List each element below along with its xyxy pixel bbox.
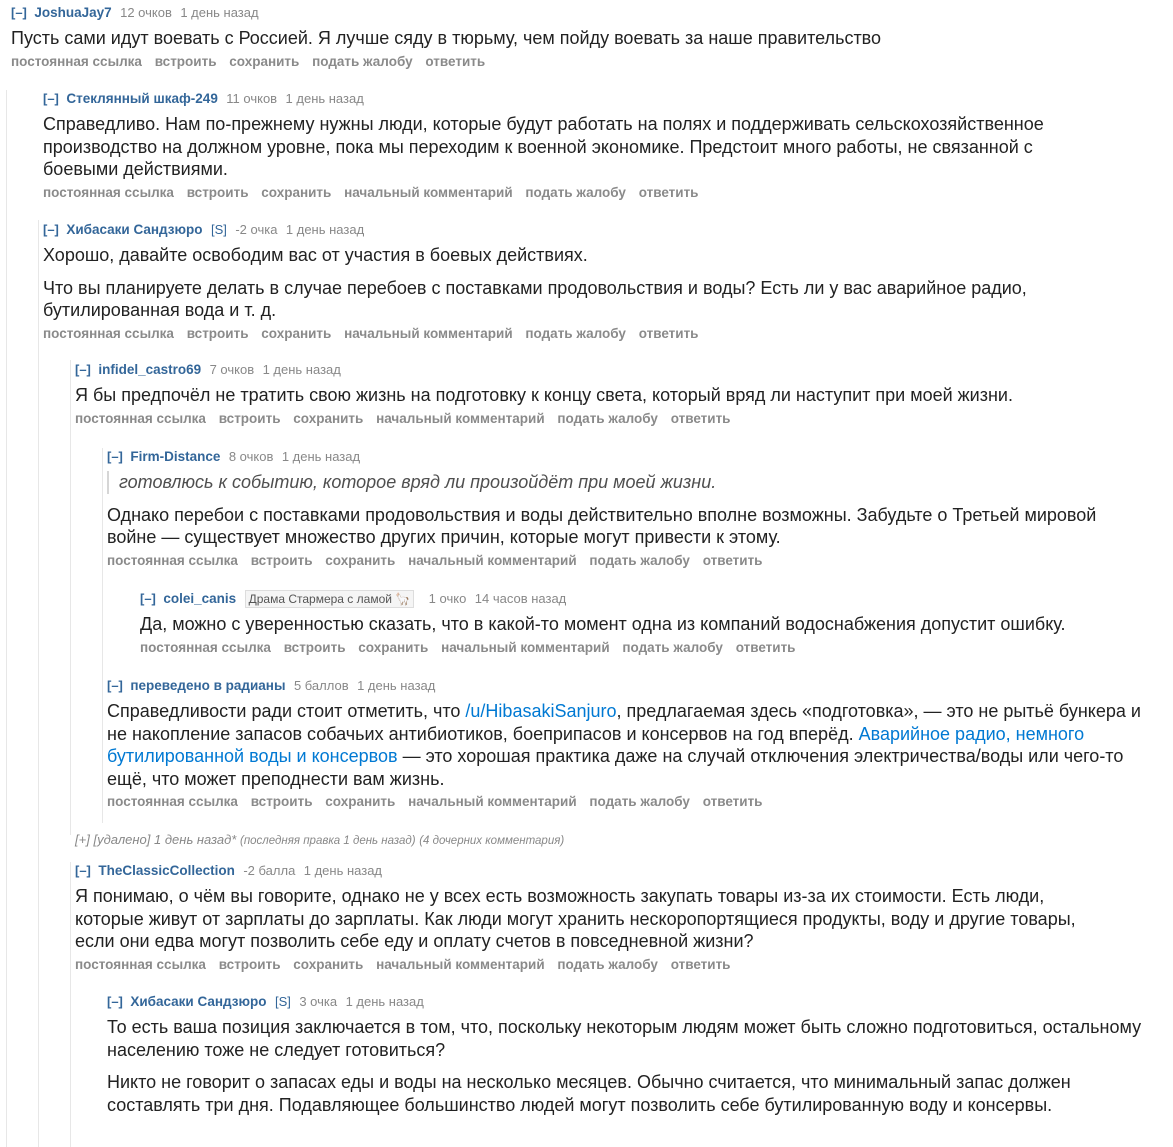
comment-header <box>107 677 1147 695</box>
permalink-button[interactable]: постоянная ссылка <box>107 552 238 568</box>
comment-header <box>43 90 1113 108</box>
text-fragment: , предлагаемая здесь «подготовка», — это не рытьё бункера и не накопление запасов собачьих антибиотиков, боеприпасов и консервов на год вперёд. <box>107 701 1141 744</box>
comment-body <box>75 885 1115 953</box>
comment-header <box>140 590 1170 608</box>
reply-button[interactable]: ответить <box>425 53 486 69</box>
report-button[interactable]: подать жалобу <box>525 325 626 341</box>
comment-paragraph: Пусть сами идут воевать с Россией. Я лучше сяду в тюрьму, чем пойду воевать за наше правительство <box>11 28 882 48</box>
comment <box>43 90 1113 200</box>
thread-line <box>102 448 103 823</box>
permalink-button[interactable]: постоянная ссылка <box>107 794 238 810</box>
parent-button[interactable]: начальный комментарий <box>441 639 610 655</box>
submitter-badge: [S] <box>210 222 227 237</box>
collapsed-comment <box>75 832 564 847</box>
save-button[interactable]: сохранить <box>293 410 364 426</box>
embed-button[interactable]: встроить <box>154 53 217 69</box>
inline-link[interactable]: Аварийное радио, немного бутилированной воды и консервов <box>107 723 1085 767</box>
comment <box>140 590 1170 655</box>
comment-body <box>107 471 1107 549</box>
user-flair: Драма Стармера с ламой 🦙 <box>245 590 415 608</box>
reply-button[interactable]: ответить <box>638 184 699 200</box>
comment-score: 8 очков <box>228 449 274 464</box>
comment-score: 1 очко <box>428 591 467 606</box>
comment-score: 11 очков <box>226 91 278 106</box>
comment-header <box>107 448 1107 466</box>
report-button[interactable]: подать жалобу <box>525 184 626 200</box>
collapse-toggle[interactable]: [–] <box>107 678 123 693</box>
report-button[interactable]: подать жалобу <box>557 410 658 426</box>
permalink-button[interactable]: постоянная ссылка <box>11 53 142 69</box>
comment-paragraph: Справедливо. Нам по-прежнему нужны люди, которые будут работать на полях и поддерживать сельскохозяйственное производство на должном уровне, пока мы переходим к военной экономике. Предстоит много работы, не связанной с боевыми действиями. <box>43 114 1044 180</box>
comment-time: 1 день назад <box>262 362 341 377</box>
permalink-button[interactable]: постоянная ссылка <box>43 184 174 200</box>
comment-header <box>75 361 1165 379</box>
comment-actions <box>75 957 1115 972</box>
thread-line <box>70 360 71 835</box>
embed-button[interactable]: встроить <box>218 410 281 426</box>
comment-body <box>107 1016 1147 1116</box>
comment-quote: готовлюсь к событию, которое вряд ли произойдёт при моей жизни. <box>107 471 1107 494</box>
parent-button[interactable]: начальный комментарий <box>376 956 545 972</box>
comment-header <box>75 862 1115 880</box>
collapse-toggle[interactable]: [–] <box>75 362 91 377</box>
comment-time: 1 день назад <box>357 678 436 693</box>
save-button[interactable]: сохранить <box>293 956 364 972</box>
parent-button[interactable]: начальный комментарий <box>376 410 545 426</box>
parent-button[interactable]: начальный комментарий <box>408 794 577 810</box>
parent-button[interactable]: начальный комментарий <box>344 184 513 200</box>
comment-score: 12 очков <box>120 5 172 20</box>
deleted-author: [удалено] <box>93 832 151 847</box>
collapse-toggle[interactable]: [–] <box>107 994 123 1009</box>
permalink-button[interactable]: постоянная ссылка <box>43 325 174 341</box>
comment-actions <box>107 794 1147 809</box>
comment-author[interactable]: Хибасаки Сандзюро <box>130 994 267 1009</box>
collapse-toggle[interactable]: [–] <box>43 91 59 106</box>
comment <box>11 4 1161 69</box>
comment <box>107 993 1147 1116</box>
comment-score: -2 очка <box>235 222 278 237</box>
comment-paragraph: Я понимаю, о чём вы говорите, однако не у всех есть возможность закупать товары из-за их стоимости. Есть люди, которые живут от зарплаты до зарплаты. Как люди могут хранить нескоропортящиеся продукты, воду и другие товары, если они едва могут позволить себе еду и оплату счетов в повседневной жизни? <box>75 886 1076 952</box>
comment-author[interactable]: Стеклянный шкаф-249 <box>66 91 218 106</box>
comment-score: 3 очка <box>299 994 338 1009</box>
embed-button[interactable]: встроить <box>218 956 281 972</box>
comment-time: 14 часов назад <box>474 591 567 606</box>
comment-body <box>11 27 1161 50</box>
comment-time: 1 день назад <box>281 449 361 464</box>
comment-time: 1 день назад <box>345 994 424 1009</box>
user-link[interactable]: /u/HibasakiSanjuro <box>465 701 617 721</box>
report-button[interactable]: подать жалобу <box>622 639 723 655</box>
comment-paragraph <box>107 700 1147 790</box>
embed-button[interactable]: встроить <box>186 184 249 200</box>
comment-header <box>107 993 1147 1011</box>
thread-line <box>38 220 39 1147</box>
comment <box>107 677 1147 809</box>
embed-button[interactable]: встроить <box>250 794 313 810</box>
parent-button[interactable]: начальный комментарий <box>408 552 577 568</box>
comment-paragraph: Что вы планируете делать в случае перебоев с поставками продовольствия и воды? Есть ли у вас аварийное радио, бутилированная вода и т. д. <box>43 277 1027 321</box>
collapse-toggle[interactable]: [–] <box>140 591 156 606</box>
permalink-button[interactable]: постоянная ссылка <box>75 410 206 426</box>
report-button[interactable]: подать жалобу <box>589 552 690 568</box>
children-count[interactable]: (4 дочерних комментария) <box>419 835 565 847</box>
comment-score: 7 очков <box>209 362 255 377</box>
reply-button[interactable]: ответить <box>702 552 763 568</box>
permalink-button[interactable]: постоянная ссылка <box>75 956 206 972</box>
comment-author[interactable]: colei_canis <box>163 591 237 606</box>
comment-time: 1 день назад <box>180 5 259 20</box>
comment <box>107 448 1107 568</box>
comment-paragraph: Я бы предпочёл не тратить свою жизнь на подготовку к концу света, который вряд ли наступит при моей жизни. <box>75 385 1013 405</box>
permalink-button[interactable]: постоянная ссылка <box>140 639 271 655</box>
thread-line <box>70 862 71 1147</box>
expand-toggle[interactable]: [+] <box>75 832 90 847</box>
save-button[interactable]: сохранить <box>325 552 396 568</box>
comment-paragraph: То есть ваша позиция заключается в том, что, поскольку некоторым людям может быть сложно подготовиться, остальному населению тоже не следует готовиться? <box>107 1017 1142 1060</box>
comment <box>75 361 1165 426</box>
reply-button[interactable]: ответить <box>670 956 731 972</box>
comment-actions <box>140 640 1170 655</box>
reply-button[interactable]: ответить <box>702 794 763 810</box>
save-button[interactable]: сохранить <box>325 794 396 810</box>
comment-author[interactable]: TheClassicCollection <box>98 863 235 878</box>
embed-button[interactable]: встроить <box>250 552 313 568</box>
comment-body <box>43 244 1103 322</box>
comment-time: 1 день назад <box>303 863 383 878</box>
thread-line <box>6 90 7 1147</box>
comment-actions <box>43 326 1103 341</box>
comment-author[interactable]: Хибасаки Сандзюро <box>66 222 203 237</box>
collapse-toggle[interactable]: [–] <box>75 863 91 878</box>
save-button[interactable]: сохранить <box>261 184 332 200</box>
collapse-toggle[interactable]: [–] <box>107 449 123 464</box>
edited-note: (последняя правка 1 день назад) <box>240 835 416 847</box>
comment-time: 1 день назад <box>285 222 365 237</box>
comment-paragraph: Да, можно с уверенностью сказать, что в какой-то момент одна из компаний водоснабжения допустит ошибку. <box>140 614 1066 634</box>
comment-body <box>140 613 1170 636</box>
comment-paragraph: Хорошо, давайте освободим вас от участия в боевых действиях. <box>43 245 588 265</box>
comment <box>75 862 1115 972</box>
comment-header <box>11 4 1161 22</box>
text-fragment: — это хорошая практика даже на случай отключения электричества/воды или чего-то ещё, что может преподнести вам жизнь. <box>107 746 1124 789</box>
comment-time: 1 день назад <box>285 91 364 106</box>
comment-score: -2 балла <box>243 863 296 878</box>
save-button[interactable]: сохранить <box>229 53 300 69</box>
submitter-badge: [S] <box>274 994 291 1009</box>
comment-body <box>107 700 1147 790</box>
comment <box>43 221 1103 341</box>
comment-author[interactable]: infidel_castro69 <box>98 362 202 377</box>
embed-button[interactable]: встроить <box>283 639 346 655</box>
comment-paragraph: Однако перебои с поставками продовольствия и воды действительно вполне возможны. Забудьте о Третьей мировой войне — существует множество других причин, которые могут привести к этому. <box>107 504 1097 548</box>
text-fragment: Справедливости ради стоит отметить, что <box>107 701 466 721</box>
comment-actions <box>43 185 1113 200</box>
comment-actions <box>11 54 1161 69</box>
report-button[interactable]: подать жалобу <box>312 53 413 69</box>
comment-body <box>75 384 1165 407</box>
parent-button[interactable]: начальный комментарий <box>344 325 513 341</box>
comment-author[interactable]: JoshuaJay7 <box>34 5 112 20</box>
comment-paragraph: Никто не говорит о запасах еды и воды на несколько месяцев. Обычно считается, что минимальный запас должен составлять три дня. Подавляющее большинство людей могут позволить себе бутилированную воду и консервы. <box>107 1072 1071 1115</box>
reply-button[interactable]: ответить <box>735 639 796 655</box>
save-button[interactable]: сохранить <box>261 325 332 341</box>
save-button[interactable]: сохранить <box>358 639 429 655</box>
reply-button[interactable]: ответить <box>638 325 699 341</box>
report-button[interactable]: подать жалобу <box>557 956 658 972</box>
collapse-toggle[interactable]: [–] <box>43 222 59 237</box>
comment-author[interactable]: Firm-Distance <box>130 449 221 464</box>
comment-body <box>43 113 1113 181</box>
reply-button[interactable]: ответить <box>670 410 731 426</box>
comment-time: 1 день назад* <box>154 832 237 847</box>
comment-actions <box>107 553 1107 568</box>
comment-header <box>43 221 1103 239</box>
comment-score: 5 баллов <box>293 678 349 693</box>
report-button[interactable]: подать жалобу <box>589 794 690 810</box>
collapse-toggle[interactable]: [–] <box>11 5 27 20</box>
comment-actions <box>75 411 1165 426</box>
embed-button[interactable]: встроить <box>186 325 249 341</box>
comment-author[interactable]: переведено в радианы <box>130 678 286 693</box>
